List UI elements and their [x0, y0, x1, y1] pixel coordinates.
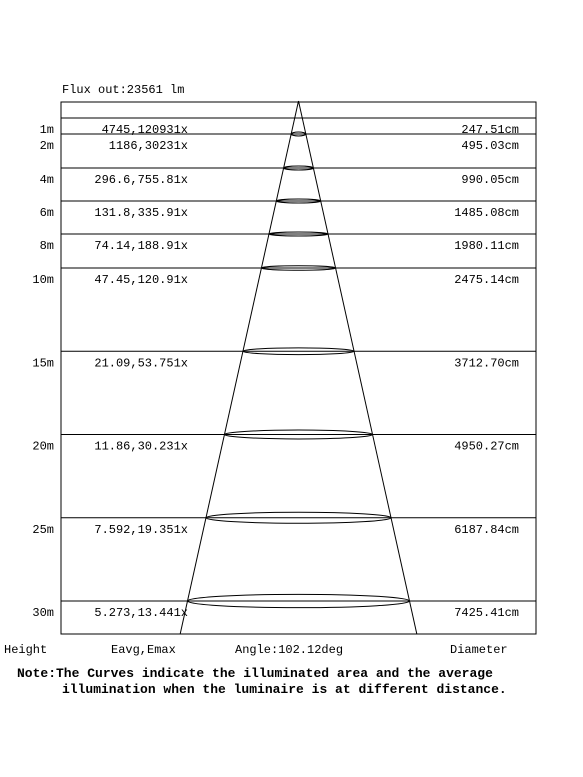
- row-diameter-value: 2475.14cm: [454, 273, 519, 287]
- row-diameter-value: 247.51cm: [461, 123, 519, 137]
- row-diameter-value: 7425.41cm: [454, 606, 519, 620]
- row-illuminance-value: 7.592,19.351x: [94, 522, 188, 537]
- row-height-label: 8m: [39, 239, 54, 253]
- row-illuminance-value: 21.09,53.751x: [94, 356, 188, 371]
- row-diameter-value: 990.05cm: [461, 173, 519, 187]
- row-height-label: 6m: [39, 206, 54, 220]
- row-diameter-value: 1485.08cm: [454, 206, 519, 220]
- row-diameter-value: 4950.27cm: [454, 439, 519, 454]
- row-height-label: 1m: [39, 123, 54, 137]
- row-illuminance-value: 296.6,755.81x: [94, 173, 188, 187]
- note-line-2: illumination when the luminaire is at different distance.: [62, 682, 507, 697]
- row-height-label: 15m: [32, 356, 54, 371]
- flux-out-label: Flux out:23561 lm: [62, 83, 185, 97]
- beam-edge-right: [299, 101, 417, 634]
- row-illuminance-value: 5.273,13.441x: [94, 606, 188, 620]
- row-illuminance-value: 4745,120931x: [101, 123, 188, 137]
- row-illuminance-value: 47.45,120.91x: [94, 273, 188, 287]
- row-illuminance-value: 74.14,188.91x: [94, 239, 188, 253]
- row-diameter-value: 6187.84cm: [454, 522, 519, 537]
- note-line-1: Note:The Curves indicate the illuminated area and the average: [17, 666, 493, 681]
- row-height-label: 10m: [32, 273, 54, 287]
- row-diameter-value: 1980.11cm: [454, 239, 519, 253]
- eavg-emax-column-label: Eavg,Emax: [111, 643, 176, 657]
- row-illuminance-value: 1186,30231x: [108, 139, 188, 153]
- diameter-column-label: Diameter: [450, 643, 508, 657]
- beam-edge-left: [180, 101, 298, 634]
- row-height-label: 2m: [39, 139, 54, 153]
- beam-angle-label: Angle:102.12deg: [235, 643, 344, 657]
- distance-rows: [32, 118, 536, 620]
- row-illuminance-value: 131.8,335.91x: [94, 206, 188, 220]
- row-height-label: 20m: [32, 439, 54, 454]
- row-height-label: 30m: [32, 606, 54, 620]
- row-height-label: 4m: [39, 173, 54, 187]
- row-diameter-value: 495.03cm: [461, 139, 519, 153]
- row-diameter-value: 3712.70cm: [454, 356, 519, 371]
- height-column-label: Height: [4, 643, 48, 657]
- row-height-label: 25m: [32, 522, 54, 537]
- row-illuminance-value: 11.86,30.231x: [94, 439, 188, 454]
